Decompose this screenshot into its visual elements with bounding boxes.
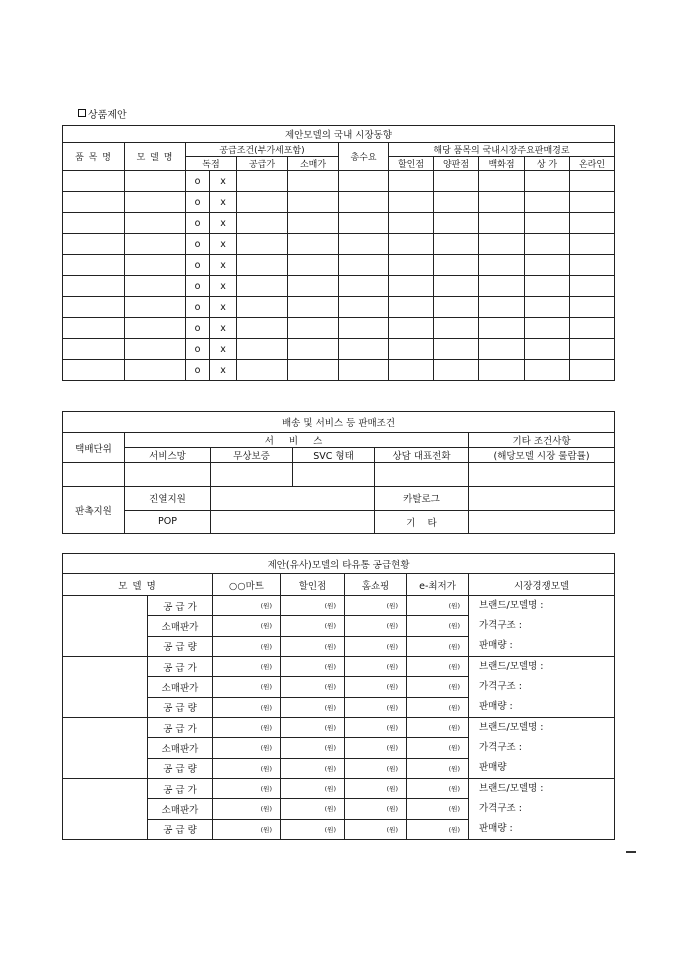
- mark-x[interactable]: x: [210, 318, 237, 339]
- table-row: 공 급 가 (원) (원) (원) (원) 브랜드/모델명 : 가격구조 : 판매량 :: [63, 657, 615, 677]
- table-row: 소매판가 (원) (원) (원) (원): [63, 677, 615, 697]
- delivery-unit-label: 택배단위: [63, 433, 125, 463]
- mark-o[interactable]: o: [186, 171, 210, 192]
- model-name-cell[interactable]: [63, 657, 148, 718]
- other-channel-supply-table: [62, 553, 615, 840]
- col-svc-type: SVC 형태: [293, 448, 375, 463]
- competitor-info[interactable]: 브랜드/모델명 : 가격구조 : 판매량 :: [469, 779, 615, 840]
- etc-label: 기 타: [375, 510, 469, 534]
- model-name-cell[interactable]: [63, 779, 148, 840]
- table-row: [63, 192, 615, 213]
- row-label-supply-volume: 공 급 량: [148, 758, 213, 778]
- mark-o[interactable]: o: [186, 276, 210, 297]
- row-label-retail-price: 소매판가: [148, 738, 213, 758]
- mark-x[interactable]: x: [210, 192, 237, 213]
- competitor-info[interactable]: 브랜드/모델명 : 가격구조 : 판매량 :: [469, 596, 615, 657]
- col-support-phone: 상담 대표전화: [375, 448, 469, 463]
- table-row: 공 급 가 (원) (원) (원) (원) 브랜드/모델명 : 가격구조 : 판매량 :: [63, 779, 615, 799]
- sub-supply-price: 공급가: [237, 157, 288, 171]
- row-label-supply-volume: 공 급 량: [148, 697, 213, 717]
- mark-x[interactable]: x: [210, 255, 237, 276]
- mark-x[interactable]: x: [210, 297, 237, 318]
- checkbox-square-icon: [78, 109, 86, 117]
- table-row: 공 급 가 (원) (원) (원) (원) 브랜드/모델명 : 가격구조 : 판매량 :: [63, 596, 615, 616]
- other-conditions-sub: (해당모델 시장 룰람률): [469, 448, 615, 463]
- table-row: 공 급 량 (원) (원) (원) (원): [63, 697, 615, 717]
- section-title: 상품제안: [78, 106, 127, 121]
- display-support-label: 진열지원: [125, 487, 211, 511]
- mark-o[interactable]: o: [186, 318, 210, 339]
- row-label-supply-volume: 공 급 량: [148, 819, 213, 839]
- row-label-retail-price: 소매판가: [148, 677, 213, 697]
- table-row: 소매판가 (원) (원) (원) (원): [63, 616, 615, 636]
- col-product-name: 품 목 명: [63, 143, 125, 171]
- model-name-cell[interactable]: [63, 718, 148, 779]
- other-conditions-header: 기타 조건사항: [469, 433, 615, 448]
- row-label-supply-price: 공 급 가: [148, 596, 213, 616]
- channel-department-store: 백화점: [479, 157, 525, 171]
- mark-x[interactable]: x: [210, 276, 237, 297]
- competitor-info[interactable]: 브랜드/모델명 : 가격구조 : 판매량: [469, 718, 615, 779]
- supply-conditions-header: 공급조건(부가세포함): [186, 143, 339, 157]
- sub-retail-price: 소매가: [288, 157, 339, 171]
- table-title: 제안(유사)모델의 타유통 공급현황: [63, 554, 615, 574]
- mark-o[interactable]: o: [186, 297, 210, 318]
- table-row: 공 급 량 (원) (원) (원) (원): [63, 636, 615, 656]
- col-competitor-model: 시장경쟁모델: [469, 574, 615, 596]
- mark-o[interactable]: o: [186, 339, 210, 360]
- domestic-market-table: [62, 125, 615, 381]
- mark-x[interactable]: x: [210, 234, 237, 255]
- sub-exclusive: 독점: [186, 157, 237, 171]
- table-row: 공 급 가 (원) (원) (원) (원) 브랜드/모델명 : 가격구조 : 판매량: [63, 718, 615, 738]
- col-free-warranty: 무상보증: [211, 448, 293, 463]
- col-oo-mart: ○○마트: [213, 574, 281, 596]
- table-row: [63, 234, 615, 255]
- col-discount-store: 할인점: [281, 574, 345, 596]
- pop-label: POP: [125, 510, 211, 534]
- channel-online: 온라인: [570, 157, 615, 171]
- table-row: [63, 276, 615, 297]
- table-row: [63, 297, 615, 318]
- table-row: 공 급 량 (원) (원) (원) (원): [63, 758, 615, 778]
- row-label-supply-price: 공 급 가: [148, 779, 213, 799]
- service-header: 서 비 스: [125, 433, 469, 448]
- table-title: 제안모델의 국내 시장동향: [63, 126, 615, 143]
- mark-o[interactable]: o: [186, 234, 210, 255]
- mark-o[interactable]: o: [186, 255, 210, 276]
- mark-o[interactable]: o: [186, 213, 210, 234]
- mark-x[interactable]: x: [210, 171, 237, 192]
- table-row: 소매판가 (원) (원) (원) (원): [63, 738, 615, 758]
- col-total-demand: 총수요: [339, 143, 389, 171]
- col-e-lowest-price: e-최저가: [407, 574, 469, 596]
- row-label-supply-volume: 공 급 량: [148, 636, 213, 656]
- catalog-label: 카탈로그: [375, 487, 469, 511]
- col-model-name: 모 델 명: [125, 143, 186, 171]
- table-row: 소매판가 (원) (원) (원) (원): [63, 799, 615, 819]
- mark-x[interactable]: x: [210, 213, 237, 234]
- table-row: [63, 213, 615, 234]
- table-row: [63, 318, 615, 339]
- row-label-retail-price: 소매판가: [148, 616, 213, 636]
- table-row: [63, 339, 615, 360]
- table-title: 배송 및 서비스 등 판매조건: [63, 412, 615, 433]
- sales-support-label: 판촉지원: [63, 487, 125, 534]
- page-corner-mark: [626, 851, 636, 853]
- table-row: [63, 360, 615, 381]
- mark-x[interactable]: x: [210, 339, 237, 360]
- mark-x[interactable]: x: [210, 360, 237, 381]
- mark-o[interactable]: o: [186, 192, 210, 213]
- channel-header: 해당 품목의 국내시장주요판매경로: [389, 143, 615, 157]
- col-home-shopping: 홈쇼핑: [345, 574, 407, 596]
- sales-conditions-table: [62, 411, 615, 534]
- row-label-retail-price: 소매판가: [148, 799, 213, 819]
- channel-discount-store: 할인점: [389, 157, 434, 171]
- channel-shop: 상 가: [525, 157, 570, 171]
- table-row: [63, 171, 615, 192]
- row-label-supply-price: 공 급 가: [148, 718, 213, 738]
- table-row: 공 급 량 (원) (원) (원) (원): [63, 819, 615, 839]
- channel-mass-retail: 양판점: [434, 157, 479, 171]
- competitor-info[interactable]: 브랜드/모델명 : 가격구조 : 판매량 :: [469, 657, 615, 718]
- mark-o[interactable]: o: [186, 360, 210, 381]
- model-name-cell[interactable]: [63, 596, 148, 657]
- table-row: [63, 255, 615, 276]
- col-model-name: 모 델 명: [63, 574, 213, 596]
- col-service-network: 서비스망: [125, 448, 211, 463]
- row-label-supply-price: 공 급 가: [148, 657, 213, 677]
